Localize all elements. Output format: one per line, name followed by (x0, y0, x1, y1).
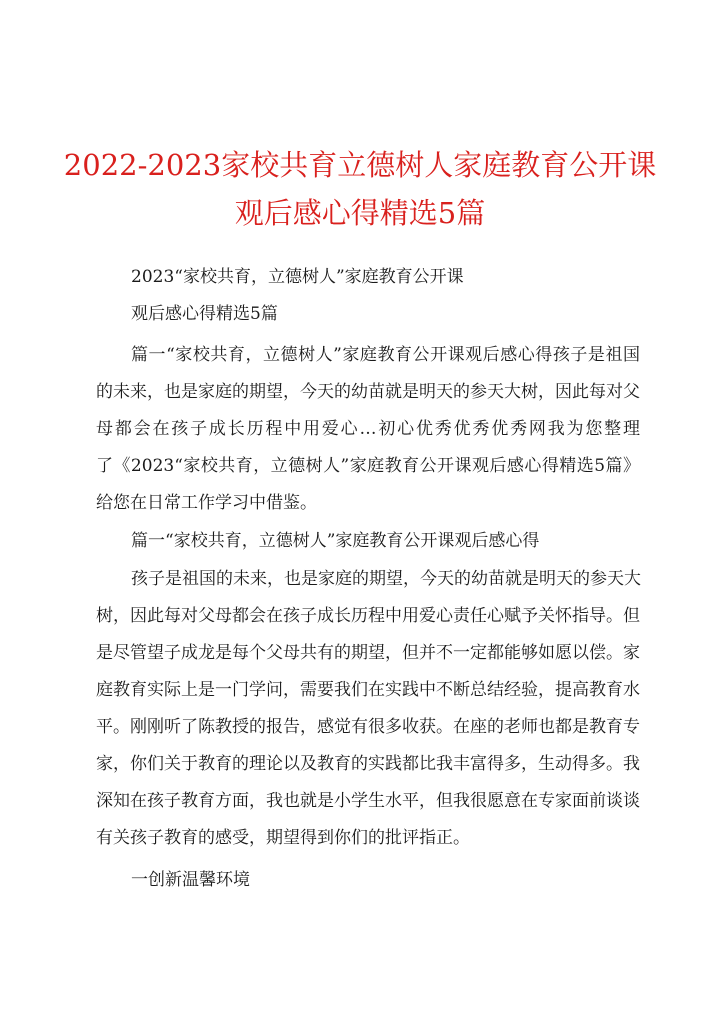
paragraph-1-line-1: 篇一“家校共育，立德树人”家庭教育公开课观后感心得孩子是祖国 (131, 345, 640, 365)
paragraph-2-line-6: 家，你们关于教育的理论以及教育的实践都比我丰富得多，生动得多。我 (96, 754, 640, 774)
document-title-line-2: 观后感心得精选5篇 (234, 196, 486, 230)
paragraph-1-line-3: 母都会在孩子成长历程中用爱心…初心优秀优秀优秀网我为您整理 (96, 419, 640, 439)
paragraph-2-line-4: 庭教育实际上是一门学问，需要我们在实践中不断总结经验，提高教育水 (96, 680, 640, 700)
section-heading: 篇一“家校共育，立德树人”家庭教育公开课观后感心得 (131, 531, 540, 551)
paragraph-1-line-4: 了《2023“家校共育，立德树人”家庭教育公开课观后感心得精选5篇》 (96, 456, 640, 476)
paragraph-2-line-2: 树，因此每对父母都会在孩子成长历程中用爱心责任心赋予关怀指导。但 (96, 606, 640, 626)
document-title-line-1: 2022-2023家校共育立德树人家庭教育公开课 (63, 148, 657, 182)
paragraph-1-line-5: 给您在日常工作学习中借鉴。 (96, 493, 317, 513)
paragraph-2-line-5: 平。刚刚听了陈教授的报告，感觉有很多收获。在座的老师也都是教育专 (96, 717, 640, 737)
paragraph-2-line-1: 孩子是祖国的未来，也是家庭的期望，今天的幼苗就是明天的参天大 (131, 569, 641, 589)
paragraph-2-line-3: 是尽管望子成龙是每个父母共有的期望，但并不一定都能够如愿以偿。家 (96, 643, 640, 663)
paragraph-1-line-2: 的未来，也是家庭的期望，今天的幼苗就是明天的参天大树，因此每对父 (96, 382, 640, 402)
paragraph-2-line-7: 深知在孩子教育方面，我也就是小学生水平，但我很愿意在专家面前谈谈 (96, 791, 640, 811)
subtitle-line-1: 2023“家校共育，立德树人”家庭教育公开课 (131, 267, 464, 287)
subsection-heading: 一创新温馨环境 (131, 870, 250, 890)
subtitle-line-2: 观后感心得精选5篇 (131, 304, 278, 324)
paragraph-2-line-8: 有关孩子教育的感受，期望得到你们的批评指正。 (96, 828, 470, 848)
